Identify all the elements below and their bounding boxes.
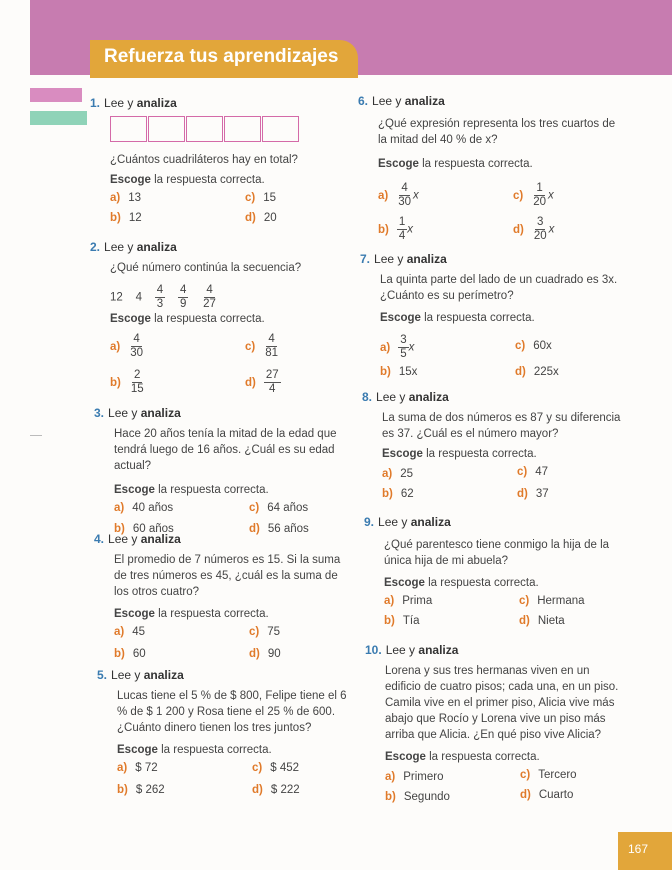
option-d[interactable]: d) Nieta bbox=[519, 615, 565, 627]
escoge-label: Escoge bbox=[382, 448, 423, 460]
instruction bbox=[382, 448, 622, 460]
lee-label: Lee bbox=[108, 532, 129, 546]
option-d[interactable]: d) 37 bbox=[517, 488, 549, 500]
lee-label: Lee bbox=[374, 252, 395, 266]
option-b[interactable]: b) $\frac{2}{15}$ bbox=[110, 369, 144, 395]
question-number: 9. bbox=[364, 515, 375, 529]
escoge-label: Escoge bbox=[384, 577, 425, 589]
option-b[interactable]: b) $ 262 bbox=[117, 784, 165, 796]
lee-label: Lee bbox=[378, 515, 399, 529]
question-number: 2. bbox=[90, 240, 101, 254]
margin-tick bbox=[30, 435, 42, 436]
instruction bbox=[110, 174, 340, 186]
analiza-label: analiza bbox=[140, 532, 181, 546]
option-c[interactable]: c) 47 bbox=[517, 466, 549, 478]
instruction-text: la respuesta correcta. bbox=[418, 158, 533, 170]
option-c[interactable]: c) $\frac{4}{81}$ bbox=[245, 333, 279, 359]
lee-label: Lee bbox=[104, 96, 125, 110]
question-text: La quinta parte del lado de un cuadrado es 3x. ¿Cuánto es su perímetro? bbox=[380, 274, 618, 302]
instruction-text: la respuesta correcta. bbox=[154, 484, 269, 496]
question-2 bbox=[90, 240, 340, 401]
question-6 bbox=[358, 94, 618, 248]
analiza-label: analiza bbox=[408, 390, 449, 404]
question-text: Lucas tiene el 5 % de $ 800, Felipe tiene el 6 % de $ 1 200 y Rosa tiene el 25 % de 600. ¿Cuánto dinero tienen los tres juntos? bbox=[117, 690, 347, 734]
option-b[interactable]: b) Segundo bbox=[385, 791, 450, 803]
option-a[interactable]: a) 25 bbox=[382, 468, 414, 480]
option-b[interactable]: b) 62 bbox=[382, 488, 414, 500]
escoge-label: Escoge bbox=[110, 313, 151, 325]
question-7 bbox=[360, 252, 620, 386]
y-label: y bbox=[128, 406, 141, 420]
page-number: 167 bbox=[627, 842, 649, 856]
option-d[interactable]: d) 225x bbox=[515, 366, 559, 378]
instruction-text: la respuesta correcta. bbox=[424, 577, 539, 589]
option-d[interactable]: d) Cuarto bbox=[520, 789, 574, 801]
question-4 bbox=[94, 532, 349, 666]
analiza-label: analiza bbox=[404, 94, 445, 108]
instruction bbox=[110, 313, 340, 325]
analiza-label: analiza bbox=[136, 96, 177, 110]
lee-label: Lee bbox=[104, 240, 125, 254]
question-9 bbox=[364, 515, 624, 635]
option-d[interactable]: d) $\frac{3}{20}$ x bbox=[513, 216, 555, 242]
quadrilaterals-figure bbox=[110, 116, 340, 142]
lee-label: Lee bbox=[385, 643, 406, 657]
option-b[interactable]: b) $\frac{1}{4}$ x bbox=[378, 216, 414, 242]
instruction-text: la respuesta correcta. bbox=[150, 313, 265, 325]
instruction-text: la respuesta correcta. bbox=[150, 174, 265, 186]
option-c[interactable]: c) Tercero bbox=[520, 769, 577, 781]
y-label: y bbox=[124, 96, 137, 110]
instruction bbox=[378, 158, 618, 170]
question-5 bbox=[97, 668, 352, 802]
y-label: y bbox=[128, 532, 141, 546]
question-1 bbox=[90, 96, 340, 230]
escoge-label: Escoge bbox=[385, 751, 426, 763]
option-a[interactable]: a) 13 bbox=[110, 192, 142, 204]
page-title: Refuerza tus aprendizajes bbox=[104, 46, 339, 67]
option-a[interactable]: a) $ 72 bbox=[117, 762, 158, 774]
analiza-label: analiza bbox=[136, 240, 177, 254]
lee-label: Lee bbox=[372, 94, 393, 108]
margin-strip-pink bbox=[30, 88, 82, 102]
escoge-label: Escoge bbox=[110, 174, 151, 186]
question-number: 5. bbox=[97, 668, 108, 682]
option-a[interactable]: a) Prima bbox=[384, 595, 433, 607]
option-c[interactable]: c) 75 bbox=[249, 626, 281, 638]
option-a[interactable]: a) $\frac{4}{30}$ bbox=[110, 333, 144, 359]
option-d[interactable]: d) 56 años bbox=[249, 523, 309, 535]
margin-strip-green bbox=[30, 111, 87, 125]
question-text: ¿Cuántos cuadriláteros hay en total? bbox=[110, 154, 298, 166]
instruction-text: la respuesta correcta. bbox=[425, 751, 540, 763]
page-number-badge bbox=[618, 832, 672, 870]
instruction bbox=[380, 312, 620, 324]
analiza-label: analiza bbox=[140, 406, 181, 420]
y-label: y bbox=[394, 252, 407, 266]
question-text: La suma de dos números es 87 y su diferencia es 37. ¿Cuál es el número mayor? bbox=[382, 412, 621, 440]
analiza-label: analiza bbox=[418, 643, 459, 657]
option-c[interactable]: c) $ 452 bbox=[252, 762, 300, 774]
question-text: El promedio de 7 números es 15. Si la suma de tres números es 45, ¿cuál es la suma de los otros cuatro? bbox=[114, 554, 341, 598]
y-label: y bbox=[392, 94, 405, 108]
escoge-label: Escoge bbox=[378, 158, 419, 170]
question-3 bbox=[94, 406, 349, 542]
option-b[interactable]: b) 15x bbox=[380, 366, 418, 378]
analiza-label: analiza bbox=[410, 515, 451, 529]
question-number: 7. bbox=[360, 252, 371, 266]
option-d[interactable]: d) 90 bbox=[249, 648, 281, 660]
y-label: y bbox=[405, 643, 419, 657]
option-d[interactable]: d) 20 bbox=[245, 212, 277, 224]
instruction-text: la respuesta correcta. bbox=[157, 744, 272, 756]
y-label: y bbox=[398, 515, 411, 529]
instruction bbox=[117, 744, 352, 756]
analiza-label: analiza bbox=[143, 668, 184, 682]
escoge-label: Escoge bbox=[117, 744, 158, 756]
question-number: 8. bbox=[362, 390, 373, 404]
option-a[interactable]: a) $\frac{4}{30}$ x bbox=[378, 182, 419, 208]
question-8 bbox=[362, 390, 622, 506]
instruction bbox=[384, 577, 624, 589]
lee-label: Lee bbox=[108, 406, 129, 420]
option-b[interactable]: b) 60 años bbox=[114, 523, 174, 535]
question-text: ¿Qué parentesco tiene conmigo la hija de la única hija de mi abuela? bbox=[384, 539, 610, 567]
y-label: y bbox=[396, 390, 409, 404]
option-a[interactable]: a) $\frac{3}{5}$ x bbox=[380, 334, 415, 360]
question-text: ¿Qué número continúa la secuencia? bbox=[110, 262, 302, 274]
y-label: y bbox=[124, 240, 137, 254]
question-10 bbox=[365, 643, 627, 809]
option-a[interactable]: a) 40 años bbox=[114, 502, 174, 514]
option-c[interactable]: c) $\frac{1}{20}$ x bbox=[513, 182, 554, 208]
instruction bbox=[114, 608, 349, 620]
option-c[interactable]: c) Hermana bbox=[519, 595, 585, 607]
option-a[interactable]: a) 45 bbox=[114, 626, 146, 638]
question-number: 4. bbox=[94, 532, 105, 546]
option-d[interactable]: d) $ 222 bbox=[252, 784, 300, 796]
lee-label: Lee bbox=[111, 668, 132, 682]
lee-label: Lee bbox=[376, 390, 397, 404]
y-label: y bbox=[131, 668, 144, 682]
question-text: Lorena y sus tres hermanas viven en un edificio de cuatro pisos; cada una, en un piso. Camila vive en el primer piso, Alicia vive más abajo que Rocío y Lorena vive un piso más arriba que Alicia. ¿En qué piso vive Alicia? bbox=[385, 665, 619, 741]
escoge-label: Escoge bbox=[114, 608, 155, 620]
option-b[interactable]: b) 60 bbox=[114, 648, 146, 660]
analiza-label: analiza bbox=[406, 252, 447, 266]
escoge-label: Escoge bbox=[380, 312, 421, 324]
instruction-text: la respuesta correcta. bbox=[154, 608, 269, 620]
question-text: ¿Qué expresión representa los tres cuartos de la mitad del 40 % de x? bbox=[378, 118, 616, 146]
option-c[interactable]: c) 64 años bbox=[249, 502, 309, 514]
option-c[interactable]: c) 60x bbox=[515, 340, 552, 352]
question-number: 3. bbox=[94, 406, 105, 420]
option-c[interactable]: c) 15 bbox=[245, 192, 277, 204]
question-number: 6. bbox=[358, 94, 369, 108]
option-a[interactable]: a) Primero bbox=[385, 771, 444, 783]
instruction bbox=[385, 751, 627, 763]
instruction-text: la respuesta correcta. bbox=[420, 312, 535, 324]
question-number: 1. bbox=[90, 96, 101, 110]
question-text: Hace 20 años tenía la mitad de la edad que tendrá luego de 16 años. ¿Cuál es su edad actual? bbox=[114, 428, 337, 472]
escoge-label: Escoge bbox=[114, 484, 155, 496]
option-d[interactable]: d) $\frac{27}{4}$ bbox=[245, 369, 279, 395]
instruction-text: la respuesta correcta. bbox=[422, 448, 537, 460]
sequence: 12 4 $\frac{4}{3}$ $\frac{4}{9}$ $\frac{4}{27}$ bbox=[110, 284, 216, 310]
instruction bbox=[114, 484, 349, 496]
question-number: 10. bbox=[365, 643, 382, 657]
option-b[interactable]: b) 12 bbox=[110, 212, 142, 224]
option-b[interactable]: b) Tía bbox=[384, 615, 420, 627]
